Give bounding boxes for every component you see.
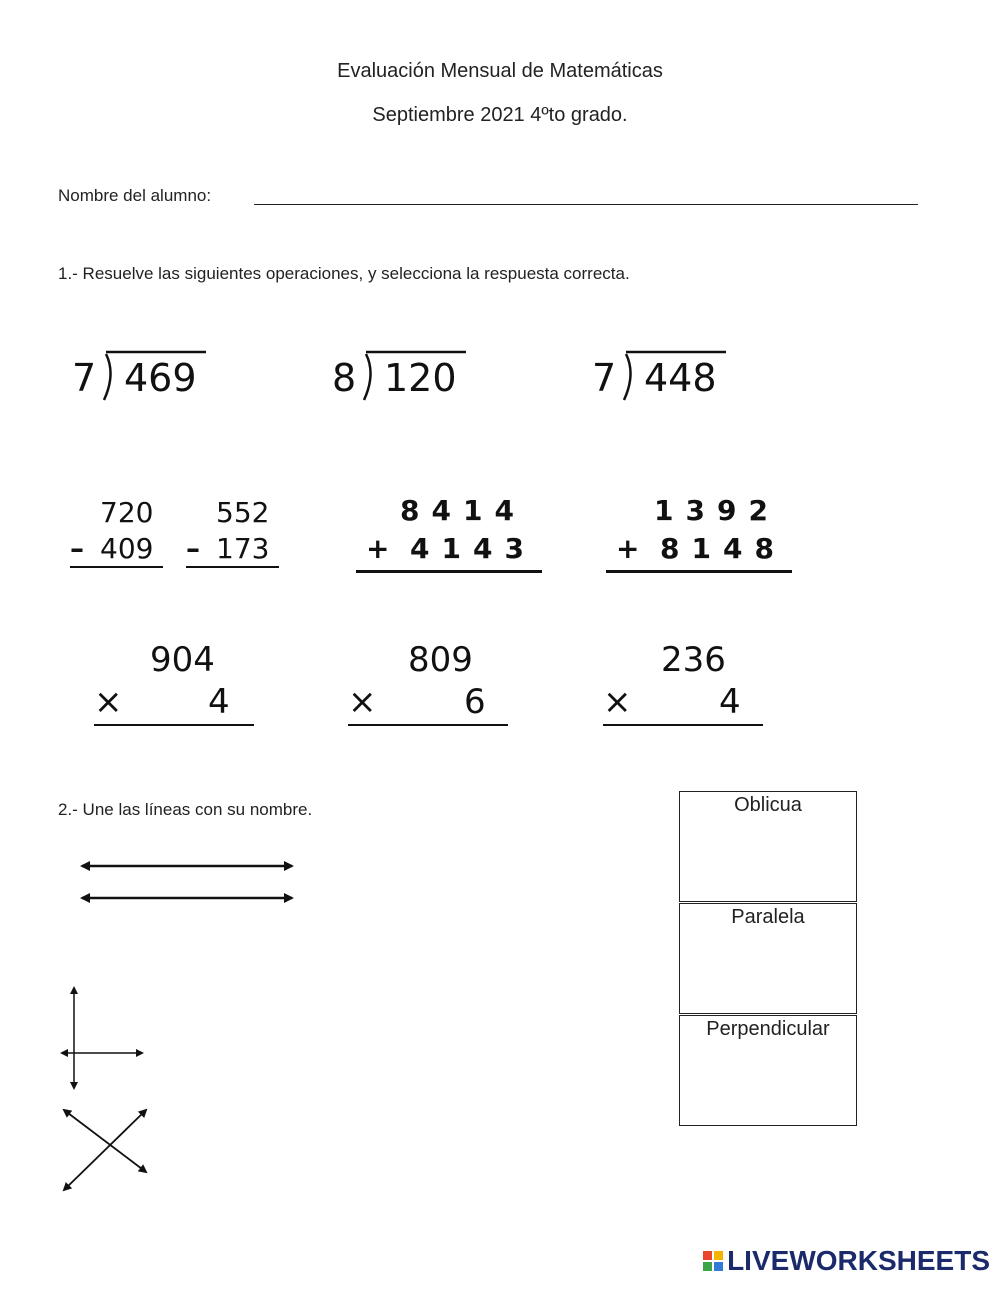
multiplicand: 236 [661, 640, 726, 680]
logo-square [703, 1251, 712, 1260]
result-line [70, 566, 163, 568]
multiplicand: 904 [150, 640, 215, 680]
subtraction-problem-2 [186, 496, 281, 572]
times-sign: × [348, 682, 377, 722]
minuend: 552 [216, 496, 270, 529]
parallel-lines-figure[interactable] [70, 850, 310, 914]
multiplier: 4 [208, 682, 230, 722]
multiplier: 4 [719, 682, 741, 722]
minuend: 720 [100, 496, 154, 529]
addition-problem-1 [356, 494, 546, 576]
addition-problem-2 [606, 494, 796, 576]
addend-top: 8414 [400, 494, 526, 527]
dividend: 448 [644, 356, 717, 400]
minus-sign: – [186, 532, 200, 565]
multiplicand: 809 [408, 640, 473, 680]
addend-bottom: 8148 [660, 532, 786, 565]
subtrahend: 173 [216, 532, 270, 565]
plus-sign: + [366, 532, 402, 565]
result-line [606, 570, 792, 573]
division-problem-1 [70, 348, 210, 408]
multiplication-problem-3 [603, 640, 768, 730]
option-label: Paralela [731, 906, 805, 928]
minus-sign: – [70, 532, 84, 565]
addend-bottom: 4143 [410, 532, 536, 565]
multiplication-problem-2 [348, 640, 513, 730]
student-name-field[interactable] [254, 204, 918, 205]
logo-square [703, 1262, 712, 1271]
result-line [348, 724, 508, 726]
option-paralela[interactable] [679, 903, 857, 1014]
page-subtitle: Septiembre 2021 4ºto grado. [372, 104, 628, 126]
divisor: 7 [592, 356, 617, 400]
option-label: Perpendicular [706, 1018, 830, 1040]
logo-square [714, 1251, 723, 1260]
logo-squares-icon [703, 1251, 723, 1271]
times-sign: × [94, 682, 123, 722]
divisor: 7 [72, 356, 97, 400]
multiplication-problem-1 [94, 640, 259, 730]
subtraction-problem-1 [70, 496, 165, 572]
page-title: Evaluación Mensual de Matemáticas [337, 60, 663, 82]
option-oblicua[interactable] [679, 791, 857, 902]
division-problem-2 [330, 348, 470, 408]
result-line [186, 566, 279, 568]
dividend: 120 [384, 356, 457, 400]
logo-square [714, 1262, 723, 1271]
divisor: 8 [332, 356, 357, 400]
question-2-instruction: 2.- Une las líneas con su nombre. [58, 800, 313, 819]
student-name-label: Nombre del alumno: [58, 186, 212, 205]
plus-sign: + [616, 532, 652, 565]
division-problem-3 [590, 348, 730, 408]
multiplier: 6 [464, 682, 486, 722]
logo-text: LIVEWORKSHEETS [727, 1245, 990, 1276]
subtrahend: 409 [100, 532, 154, 565]
perpendicular-lines-figure[interactable] [56, 980, 152, 1096]
result-line [603, 724, 763, 726]
times-sign: × [603, 682, 632, 722]
liveworksheets-logo [703, 1245, 990, 1277]
dividend: 469 [124, 356, 197, 400]
question-1-instruction: 1.- Resuelve las siguientes operaciones, y selecciona la respuesta correcta. [58, 264, 630, 283]
oblique-lines-figure[interactable] [56, 1100, 156, 1196]
result-line [356, 570, 542, 573]
addend-top: 1392 [654, 494, 780, 527]
option-perpendicular[interactable] [679, 1015, 857, 1126]
option-label: Oblicua [734, 794, 802, 816]
result-line [94, 724, 254, 726]
